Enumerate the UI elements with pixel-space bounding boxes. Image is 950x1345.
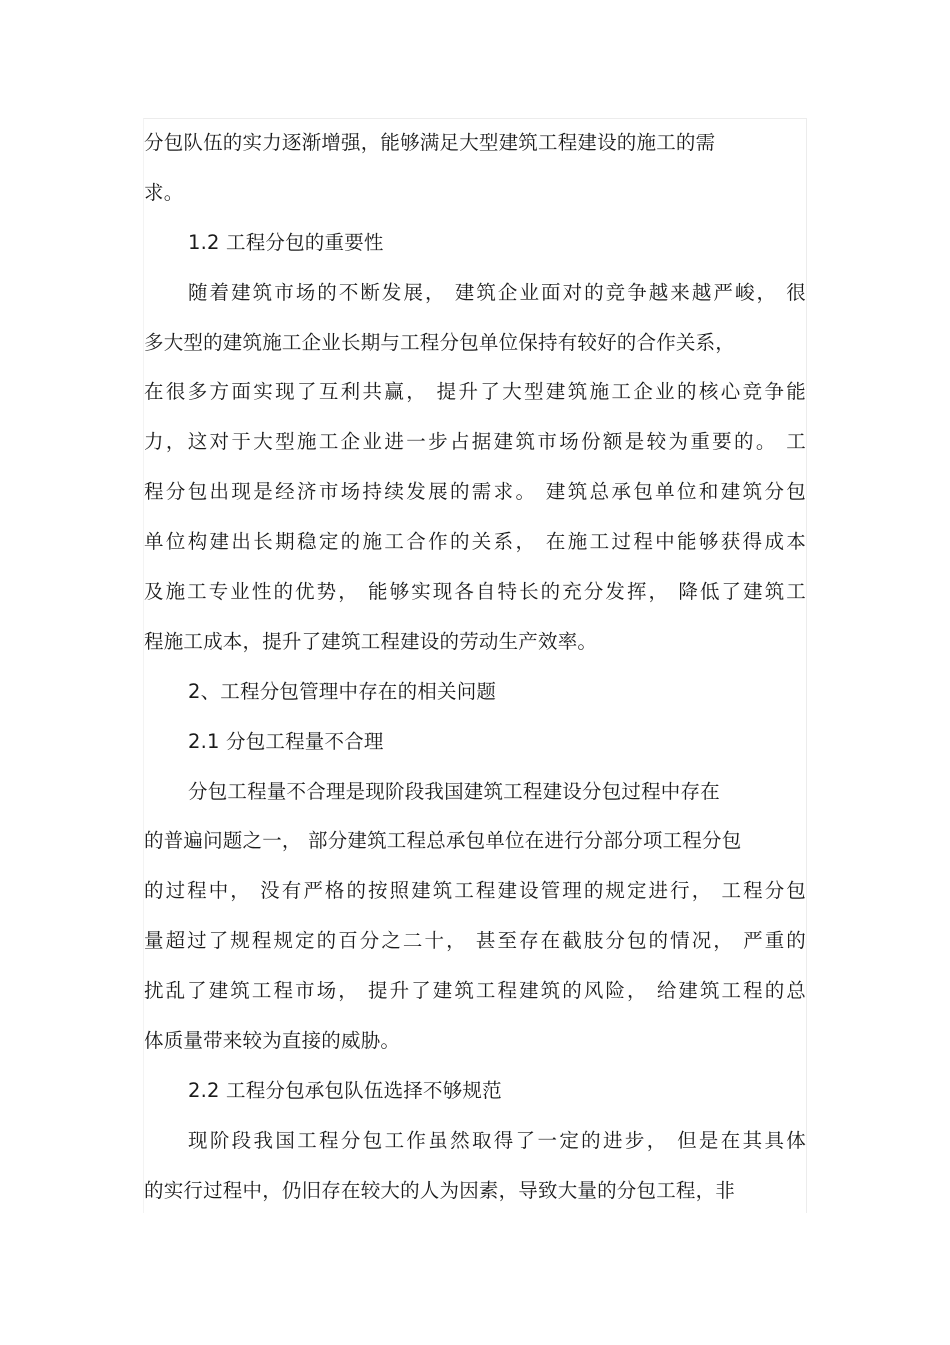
text-line: 的实行过程中，仍旧存在较大的人为因素，导致大量的分包工程，非 [144,1178,736,1202]
text-line: 及施工专业性的优势， 能够实现各自特长的充分发挥， 降低了建筑工 [144,580,806,604]
section-heading: 1.2 工程分包的重要性 [188,230,384,254]
text-line: 分包工程量不合理是现阶段我国建筑工程建设分包过程中存在 [188,779,720,803]
section-heading: 2、工程分包管理中存在的相关问题 [188,679,497,703]
text-line: 分包队伍的实力逐渐增强，能够满足大型建筑工程建设的施工的需 [144,131,716,154]
text-line: 程分包出现是经济市场持续发展的需求。 建筑总承包单位和建筑分包 [144,480,806,504]
text-line: 求。 [144,180,184,204]
text-line: 程施工成本，提升了建筑工程建设的劳动生产效率。 [144,629,598,653]
text-line: 单位构建出长期稳定的施工合作的关系， 在施工过程中能够获得成本 [144,530,806,554]
text-line: 的普遍问题之一， 部分建筑工程总承包单位在进行分部分项工程分包 [144,829,742,853]
text-line: 量超过了规程规定的百分之二十， 甚至存在截肢分包的情况， 严重的 [144,929,806,953]
section-heading: 2.2 工程分包承包队伍选择不够规范 [188,1078,502,1102]
document-body [144,118,806,1216]
text-line: 随着建筑市场的不断发展， 建筑企业面对的竞争越来越严峻， 很 [188,280,806,304]
text-line: 在很多方面实现了互利共赢， 提升了大型建筑施工企业的核心竞争能 [144,380,806,404]
text-line: 多大型的建筑施工企业长期与工程分包单位保持有较好的合作关系， [144,330,736,354]
text-line: 现阶段我国工程分包工作虽然取得了一定的进步， 但是在其具体 [188,1128,806,1152]
text-line: 力，这对于大型施工企业进一步占据建筑市场份额是较为重要的。 工 [144,430,806,454]
text-line: 扰乱了建筑工程市场， 提升了建筑工程建筑的风险， 给建筑工程的总 [144,979,806,1003]
text-line: 的过程中， 没有严格的按照建筑工程建设管理的规定进行， 工程分包 [144,879,806,903]
text-line: 体质量带来较为直接的威胁。 [144,1029,401,1053]
section-heading: 2.1 分包工程量不合理 [188,729,384,753]
